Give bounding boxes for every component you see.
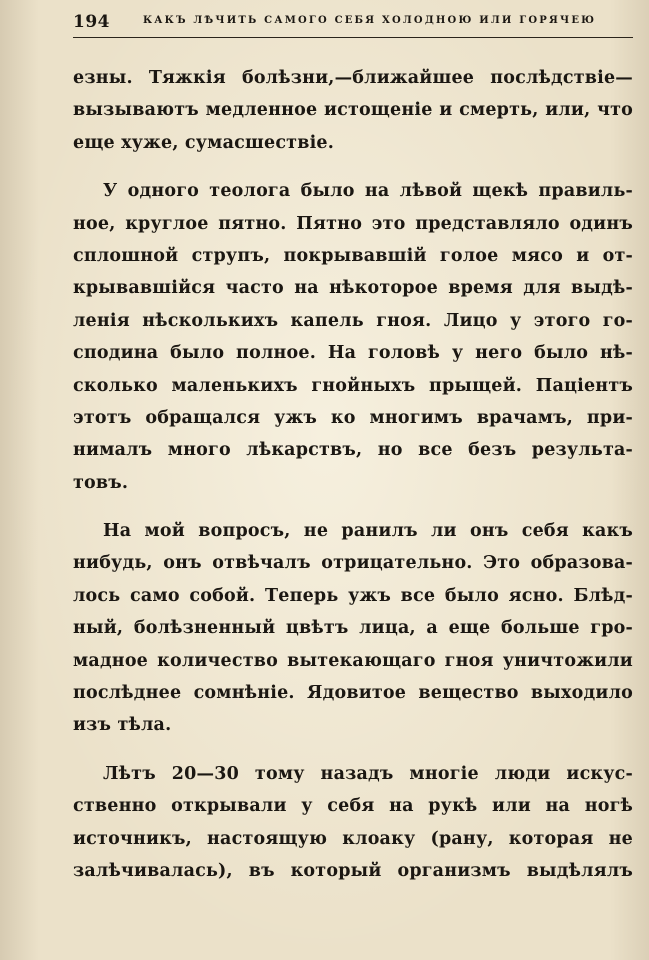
text-line: сподина было полное. На головѣ у него было нѣ-: [73, 343, 633, 364]
header-rule: [73, 37, 633, 38]
body-text: [73, 62, 633, 887]
text-line: езны. Тяжкія болѣзни,—ближайшее послѣдствіе—: [73, 68, 633, 88]
page-header: [73, 10, 633, 38]
text-line: ное, круглое пятно. Пятно это представляло одинъ: [73, 213, 633, 234]
text-line: залѣчивалась), въ который организмъ выдѣлялъ: [73, 860, 633, 881]
text-line: На мой вопросъ, не ранилъ ли онъ себя какъ: [103, 521, 633, 542]
text-line: мадное количество вытекающаго гноя уничтожили: [73, 650, 633, 671]
paragraph-3: [73, 515, 633, 742]
text-line: лось само собой. Теперь ужъ все было ясно. Блѣд-: [73, 585, 633, 606]
running-title: КАКЪ ЛѢЧИТЬ САМОГО СЕБЯ ХОЛОДНОЮ ИЛИ ГОРЯЧЕЮ: [143, 15, 597, 26]
text-line: сколько маленькихъ гнойныхъ прыщей. Паціентъ: [73, 375, 633, 396]
text-line: источникъ, настоящую клоаку (рану, которая не: [73, 828, 633, 849]
text-line: послѣднее сомнѣніе. Ядовитое вещество выходило: [73, 683, 633, 704]
text-line: вызываютъ медленное истощеніе и смерть, или, что: [73, 100, 633, 121]
paragraph-1: [73, 62, 633, 159]
text-line: этотъ обращался ужъ ко многимъ врачамъ, при-: [73, 407, 633, 428]
text-line: изъ тѣла.: [73, 715, 172, 736]
text-line: нималъ много лѣкарствъ, но все безъ результа-: [73, 440, 633, 461]
text-line: сплошной струпъ, покрывавшій голое мясо и от-: [73, 245, 633, 266]
text-line: ный, болѣзненный цвѣтъ лица, а еще больше гро-: [73, 618, 633, 639]
text-line: У одного теолога было на лѣвой щекѣ правиль-: [103, 181, 633, 202]
text-line: крывавшійся часто на нѣкоторое время для выдѣ-: [73, 278, 633, 299]
text-line: товъ.: [73, 472, 129, 493]
paragraph-2: [73, 175, 633, 499]
page-number: 194: [73, 12, 110, 32]
paragraph-4: [73, 758, 633, 888]
text-line: нибудь, онъ отвѣчалъ отрицательно. Это образова-: [73, 553, 633, 574]
text-line: ственно открывали у себя на рукѣ или на ногѣ: [73, 796, 633, 817]
text-line: ленія нѣсколькихъ капель гноя. Лицо у этого го-: [73, 310, 633, 331]
text-line: Лѣтъ 20—30 тому назадъ многіе люди искус-: [103, 763, 633, 784]
text-line: еще хуже, сумасшествіе.: [73, 132, 335, 153]
